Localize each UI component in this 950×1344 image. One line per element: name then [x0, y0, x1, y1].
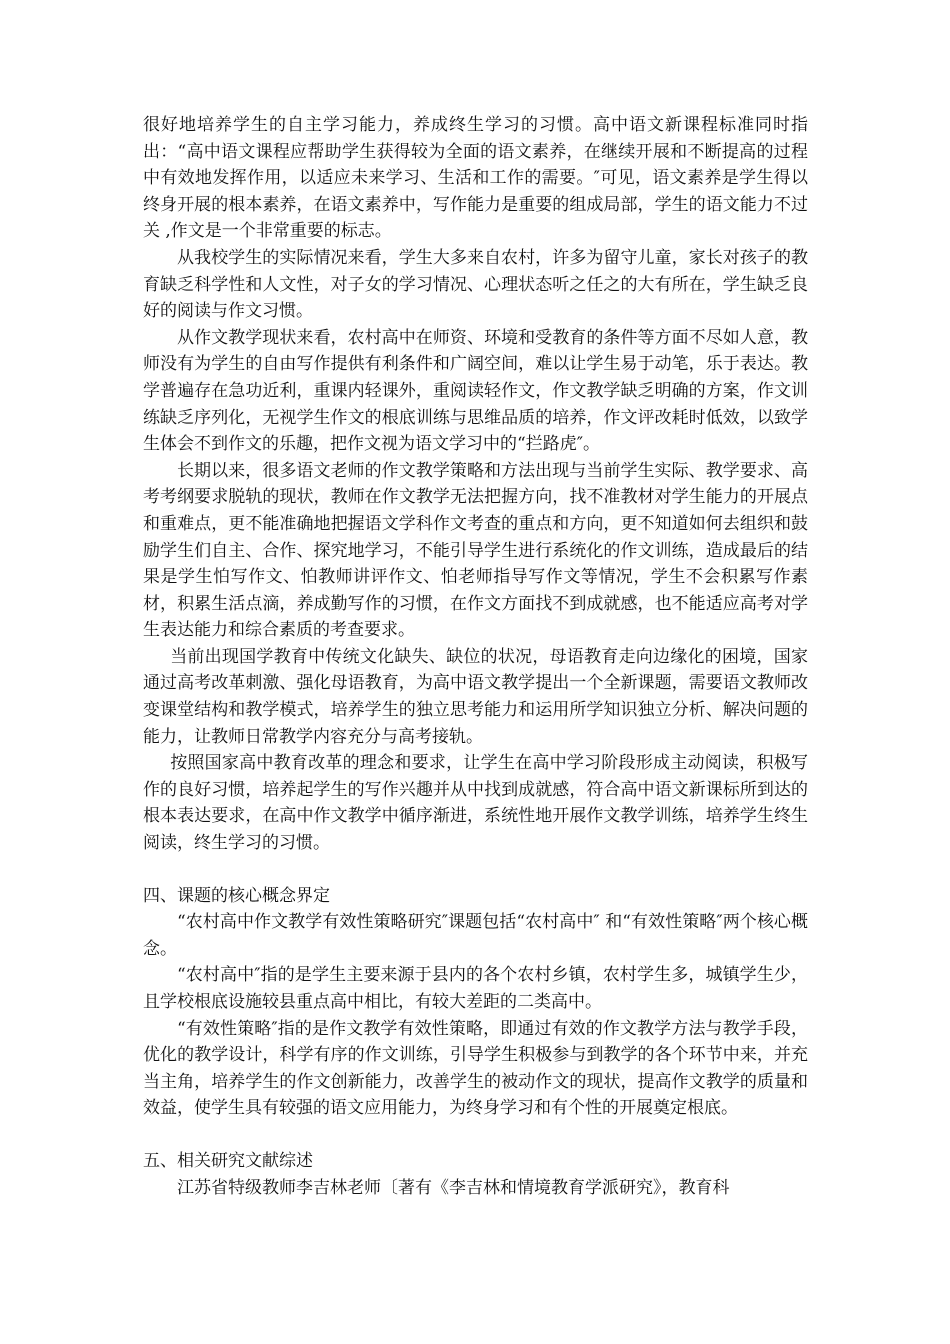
paragraph-gap [143, 857, 808, 883]
document-page [143, 112, 808, 1201]
paragraph-gap [143, 1122, 808, 1148]
body-paragraph: 按照国家高中教育改革的理念和要求，让学生在高中学习阶段形成主动阅读，积极写作的良好习惯，培养起学生的写作兴趣并从中找到成就感，符合高中语文新课标所到达的根本表达要求，在高中作文教学中循序渐进，系统性地开展作文教学训练，培养学生终生阅读，终生学习的习惯。 [143, 753, 808, 854]
body-paragraph: “有效性策略″指的是作文教学有效性策略，即通过有效的作文教学方法与教学手段，优化的教学设计，科学有序的作文训练，引导学生积极参与到教学的各个环节中来，并充当主角，培养学生的作文创新能力，改善学生的被动作文的现状，提高作文教学的质量和效益，使学生具有较强的语文应用能力，为终身学习和有个性的开展奠定根底。 [143, 1018, 808, 1119]
section-heading-core-concepts: 四、课题的核心概念界定 [143, 885, 330, 906]
body-paragraph: 从作文教学现状来看，农村高中在师资、环境和受教育的条件等方面不尽如人意，教师没有为学生的自由写作提供有利条件和广阔空间，难以让学生易于动笔，乐于表达。教学普遍存在急功近利，重课内轻课外，重阅读轻作文，作文教学缺乏明确的方案，作文训练缺乏序列化，无视学生作文的根底训练与思维品质的培养，作文评改耗时低效，以致学生体会不到作文的乐趣，把作文视为语文学习中的“拦路虎″。 [143, 327, 808, 455]
body-paragraph: “农村高中作文教学有效性策略研究″课题包括“农村高中″ 和“有效性策略″两个核心概念。 [143, 912, 808, 959]
body-paragraph: 很好地培养学生的自主学习能力，养成终生学习的习惯。高中语文新课程标准同时指出：“高中语文课程应帮助学生获得较为全面的语文素养，在继续开展和不断提高的过程中有效地发挥作用，以适应未来学习、生活和工作的需要。″可见，语文素养是学生得以终身开展的根本素养，在语文素养中，写作能力是重要的组成局部，学生的语文能力不过关 ,作文是一个非常重要的标志。 [143, 115, 808, 242]
body-paragraph: “农村高中″指的是学生主要来源于县内的各个农村乡镇，农村学生多，城镇学生少，且学校根底设施较县重点高中相比，有较大差距的二类高中。 [143, 965, 808, 1012]
body-paragraph: 从我校学生的实际情况来看，学生大多来自农村，许多为留守儿童，家长对孩子的教育缺乏科学性和人文性，对子女的学习情况、心理状态听之任之的大有所在，学生缺乏良好的阅读与作文习惯。 [143, 247, 808, 322]
body-paragraph: 当前出现国学教育中传统文化缺失、缺位的状况，母语教育走向边缘化的困境，国家通过高考改革刺激、强化母语教育，为高中语文教学提出一个全新课题，需要语文教师改变课堂结构和教学模式，培养学生的独立思考能力和运用所学知识独立分析、解决问题的能力，让教师日常教学内容充分与高考接轨。 [143, 646, 808, 747]
body-paragraph: 江苏省特级教师李吉林老师〔著有《李吉林和情境教育学派研究》，教育科 [177, 1177, 730, 1198]
section-heading-literature-review: 五、相关研究文献综述 [143, 1150, 313, 1171]
body-paragraph: 长期以来，很多语文老师的作文教学策略和方法出现与当前学生实际、教学要求、高考考纲要求脱轨的现状，教师在作文教学无法把握方向，找不准教材对学生能力的开展点和重难点，更不能准确地把握语文学科作文考查的重点和方向，更不知道如何去组织和鼓励学生们自主、合作、探究地学习，不能引导学生进行系统化的作文训练，造成最后的结果是学生怕写作文、怕教师讲评作文、怕老师指导写作文等情况，学生不会积累写作素材，积累生活点滴，养成勤写作的习惯，在作文方面找不到成就感，也不能适应高考对学生表达能力和综合素质的考查要求。 [143, 460, 808, 641]
